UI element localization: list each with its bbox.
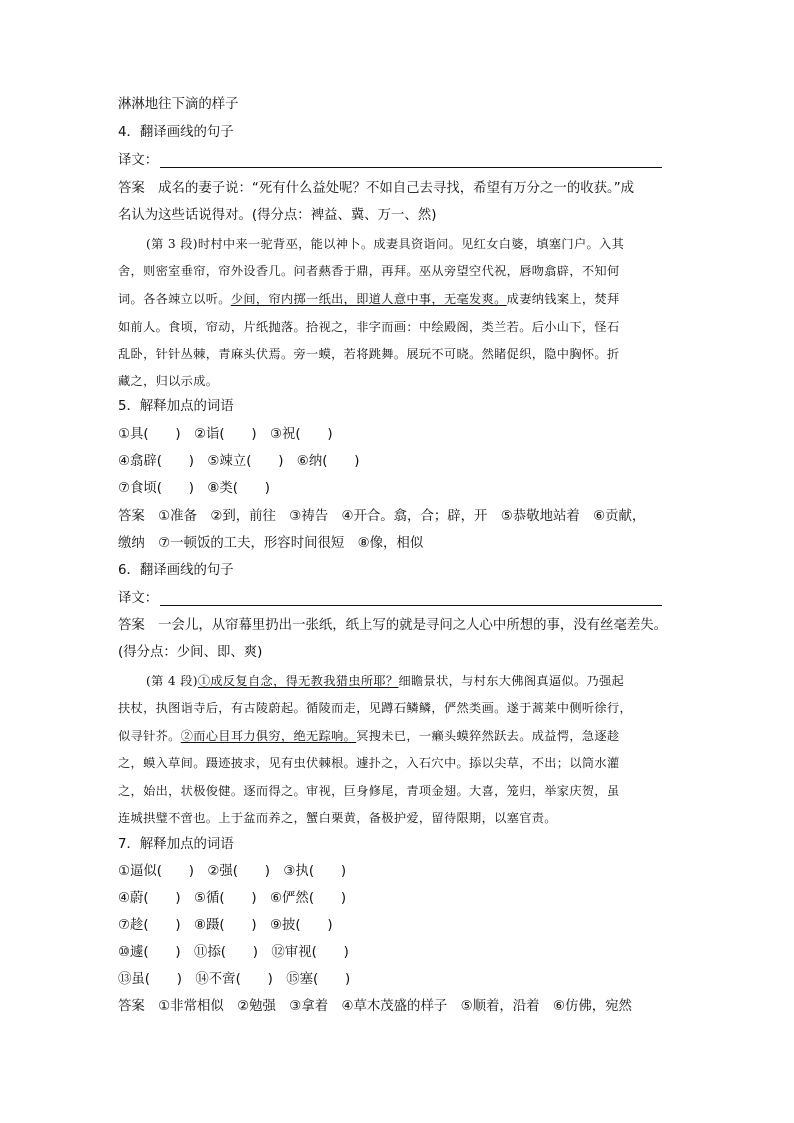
translation-label-q6: 译文： — [118, 591, 159, 606]
passage-4-line1: (第 4 段)①成反复自念，得无教我猎虫所耶？细瞻景状，与村东大佛阁真逼似。乃强起 — [146, 674, 625, 688]
q7-items-row2: ④蔚( ) ⑤循( ) ⑥俨然( ) — [118, 891, 347, 906]
passage-4-line6: 连城拱璧不啻也。上于盆而养之，蟹白栗黄，备极护爱，留待限期，以塞官责。 — [118, 811, 557, 825]
passage-3-line3: 词。各各竦立以听。少间，帘内掷一纸出，即道人意中事，无毫发爽。成妻纳钱案上，焚拜 — [118, 292, 620, 306]
passage-4-line4: 之，蟆入草间。蹑迹披求，见有虫伏棘根。遽扑之，入石穴中。掭以尖草，不出；以筒水灌 — [118, 756, 620, 770]
q5-items-row2: ④翕辟( ) ⑤竦立( ) ⑥纳( ) — [118, 454, 360, 469]
answer-blank-line[interactable] — [160, 605, 662, 606]
prev-answer-tail: 淋淋地往下滴的样子 — [118, 97, 239, 112]
answer-q6-line2: (得分点：少间、即、爽) — [118, 645, 263, 660]
question-6-heading: 6．翻译画线的句子 — [118, 563, 234, 578]
passage-4-line2: 扶杖，执图诣寺后，有古陵蔚起。循陵而走，见蹲石鳞鳞，俨然类画。遂于蒿莱中侧听徐行， — [118, 701, 633, 715]
underlined-sentence: ②而心目耳力俱穷，绝无踪响。 — [180, 729, 357, 743]
q7-items-row3: ⑦趁( ) ⑧蹑( ) ⑨披( ) — [118, 918, 333, 933]
q7-items-row4: ⑩遽( ) ⑪掭( ) ⑫审视( ) — [118, 945, 349, 960]
answer-blank-line[interactable] — [160, 167, 662, 168]
underlined-sentence: ①成反复自念，得无教我猎虫所耶？ — [197, 674, 399, 688]
passage-3-line2: 舍，则密室垂帘，帘外设香几。问者爇香于鼎，再拜。巫从旁望空代祝，唇吻翕辟，不知何 — [118, 264, 620, 278]
passage-3-line5: 乱卧，针针丛棘，青麻头伏焉。旁一蟆，若将跳舞。展玩不可晓。然睹促织，隐中胸怀。折 — [118, 347, 620, 361]
q5-items-row3: ⑦食顷( ) ⑧类( ) — [118, 481, 271, 496]
translation-label-q4: 译文： — [118, 153, 159, 168]
answer-q6-line1: 答案 一会儿，从帘幕里扔出一张纸，纸上写的就是寻问之人心中所想的事，没有丝毫差失。 — [118, 618, 668, 633]
passage-4-line5: 之，始出，状极俊健。逐而得之。审视，巨身修尾，青项金翅。大喜，笼归，举家庆贺，虽 — [118, 784, 620, 798]
q7-items-row1: ①逼似( ) ②强( ) ③执( ) — [118, 864, 347, 879]
passage-3-line1: (第 3 段)时村中来一驼背巫，能以神卜。成妻具资诣问。见红女白婆，填塞门户。入其 — [146, 237, 625, 251]
question-4-heading: 4．翻译画线的句子 — [118, 125, 234, 140]
answer-q4-line2: 名认为这些话说得对。(得分点：裨益、冀、万一、然) — [118, 208, 437, 223]
answer-q5-line2: 缴纳 ⑦一顿饭的工夫，形容时间很短 ⑧像，相似 — [118, 536, 424, 551]
underlined-sentence: 少间，帘内掷一纸出，即道人意中事，无毫发爽。 — [230, 292, 507, 306]
passage-3-line4: 如前人。食顷，帘动，片纸抛落。拾视之，非字而画：中绘殿阁，类兰若。后小山下，怪石 — [118, 320, 620, 334]
question-7-heading: 7．解释加点的词语 — [118, 837, 234, 852]
passage-4-line3: 似寻针芥。②而心目耳力俱穷，绝无踪响。冥搜未已，一癞头蟆猝然跃去。成益愕，急逐趁 — [118, 729, 620, 743]
answer-q7-line1: 答案 ①非常相似 ②勉强 ③拿着 ④草木茂盛的样子 ⑤顺着，沿着 ⑥仿佛，宛然 — [118, 999, 632, 1014]
passage-3-line6: 藏之，归以示成。 — [118, 374, 219, 388]
answer-q4-line1: 答案 成名的妻子说：“死有什么益处呢？不如自己去寻找，希望有万分之一的收获。”成 — [118, 181, 635, 196]
q5-items-row1: ①具( ) ②诣( ) ③祝( ) — [118, 427, 333, 442]
answer-q5-line1: 答案 ①准备 ②到，前往 ③祷告 ④开合。翕，合；辟，开 ⑤恭敬地站着 ⑥贡献， — [118, 509, 646, 524]
q7-items-row5: ⑬虽( ) ⑭不啻( ) ⑮塞( ) — [118, 972, 351, 987]
question-5-heading: 5．解释加点的词语 — [118, 399, 234, 414]
